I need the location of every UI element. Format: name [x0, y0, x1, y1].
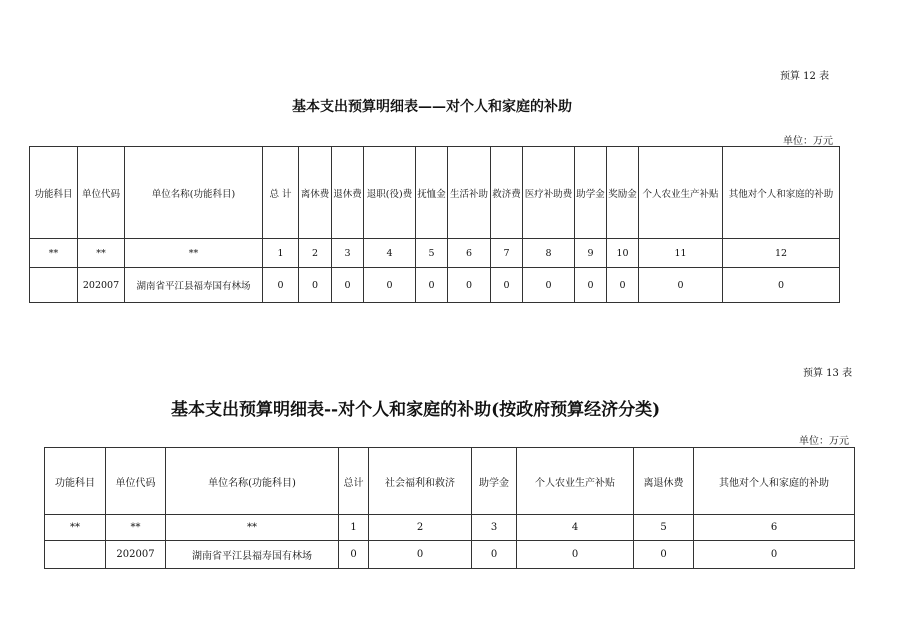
table13-unit: 单位：万元: [799, 436, 849, 447]
table12-data-cell: 0: [575, 268, 607, 303]
table13-data-cell: 202007: [106, 541, 166, 569]
table12-data-cell: 0: [523, 268, 575, 303]
table13: [44, 447, 855, 569]
table12-index-row: [30, 239, 840, 268]
table13-data-row: [45, 541, 855, 569]
table12-header-cell: 抚恤金: [416, 147, 448, 239]
table13-data-cell: 0: [694, 541, 855, 569]
table12-data-cell: 0: [364, 268, 416, 303]
table12-index-cell: 10: [607, 239, 639, 268]
table12-index-cell: 4: [364, 239, 416, 268]
table12-data-cell: 0: [416, 268, 448, 303]
table12-header-cell: 生活补助: [448, 147, 491, 239]
table12-data-cell: 0: [639, 268, 723, 303]
table12-data-cell: 0: [299, 268, 332, 303]
table12-header-cell: 单位名称(功能科目): [125, 147, 263, 239]
table13-index-cell: **: [106, 515, 166, 541]
table13-header-cell: 单位名称(功能科目): [166, 448, 339, 515]
table12-data-cell: 0: [491, 268, 523, 303]
table13-header-cell: 其他对个人和家庭的补助: [694, 448, 855, 515]
table12-header-cell: 离休费: [299, 147, 332, 239]
table12-data-cell: 0: [723, 268, 840, 303]
table13-data-cell: [45, 541, 106, 569]
table13-data-cell: 湖南省平江县福寿国有林场: [166, 541, 339, 569]
table13-header-row: [45, 448, 855, 515]
table12-header-cell: 退休费: [332, 147, 364, 239]
table12-header-cell: 助学金: [575, 147, 607, 239]
table13-tag: 预算 13 表: [803, 368, 853, 379]
table12-header-row: [30, 147, 840, 239]
table12-data-cell: 0: [263, 268, 299, 303]
table12-index-cell: 12: [723, 239, 840, 268]
table12-data-row: [30, 268, 840, 303]
table13-index-row: [45, 515, 855, 541]
table13-header-cell: 助学金: [472, 448, 517, 515]
table12-data-cell: 202007: [78, 268, 125, 303]
table13-data-cell: 0: [634, 541, 694, 569]
table12-index-cell: **: [78, 239, 125, 268]
table13-index-cell: **: [166, 515, 339, 541]
table12-index-cell: 5: [416, 239, 448, 268]
table12-index-cell: **: [30, 239, 78, 268]
table12-index-cell: 6: [448, 239, 491, 268]
table12-index-cell: 7: [491, 239, 523, 268]
table12-header-cell: 退职(役)费: [364, 147, 416, 239]
table12-header-cell: 功能科目: [30, 147, 78, 239]
table12-unit: 单位：万元: [783, 136, 833, 147]
table12-data-cell: 0: [332, 268, 364, 303]
table12-index-cell: 1: [263, 239, 299, 268]
table12-header-cell: 个人农业生产补贴: [639, 147, 723, 239]
table12-header-cell: 总 计: [263, 147, 299, 239]
table13-data-cell: 0: [339, 541, 369, 569]
table12-header-cell: 救济费: [491, 147, 523, 239]
table13-index-cell: **: [45, 515, 106, 541]
table12-header-cell: 其他对个人和家庭的补助: [723, 147, 840, 239]
table12-data-cell: 湖南省平江县福寿国有林场: [125, 268, 263, 303]
table13-header-cell: 社会福利和救济: [369, 448, 472, 515]
table12-index-cell: 9: [575, 239, 607, 268]
table12-index-cell: **: [125, 239, 263, 268]
table13-header-cell: 单位代码: [106, 448, 166, 515]
table13-index-cell: 5: [634, 515, 694, 541]
table13-header-cell: 功能科目: [45, 448, 106, 515]
table12-header-cell: 奖励金: [607, 147, 639, 239]
table13-header-cell: 总计: [339, 448, 369, 515]
table13-index-cell: 2: [369, 515, 472, 541]
table12-index-cell: 2: [299, 239, 332, 268]
table13-data-cell: 0: [369, 541, 472, 569]
table13-data-cell: 0: [472, 541, 517, 569]
table13-index-cell: 3: [472, 515, 517, 541]
table13-index-cell: 6: [694, 515, 855, 541]
table13-index-cell: 1: [339, 515, 369, 541]
table12-data-cell: [30, 268, 78, 303]
table12-index-cell: 3: [332, 239, 364, 268]
table13-title: 基本支出预算明细表--对个人和家庭的补助(按政府预算经济分类): [171, 400, 661, 420]
table12-data-cell: 0: [607, 268, 639, 303]
table12-header-cell: 医疗补助费: [523, 147, 575, 239]
table12-tag: 预算 12 表: [780, 71, 830, 82]
table12-data-cell: 0: [448, 268, 491, 303]
table12-index-cell: 11: [639, 239, 723, 268]
table13-data-cell: 0: [517, 541, 634, 569]
table13-header-cell: 离退休费: [634, 448, 694, 515]
table12: [29, 146, 840, 303]
table12-index-cell: 8: [523, 239, 575, 268]
table13-index-cell: 4: [517, 515, 634, 541]
table12-header-cell: 单位代码: [78, 147, 125, 239]
table13-header-cell: 个人农业生产补贴: [517, 448, 634, 515]
table12-title: 基本支出预算明细表——对个人和家庭的补助: [292, 99, 572, 115]
